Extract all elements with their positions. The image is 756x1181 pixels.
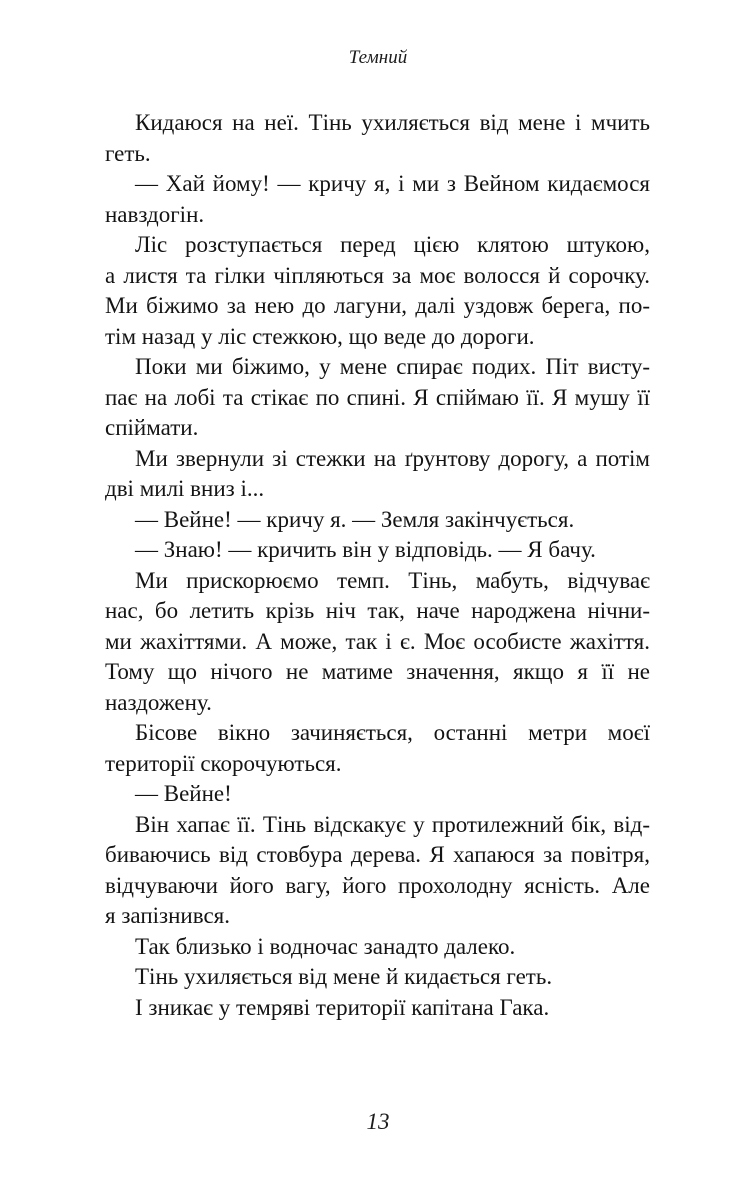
text-line: биваючись від стовбура дерева. Я хапаюся за повітря, [105, 842, 650, 867]
text-line: наздожену. [105, 689, 212, 715]
text-line: я запізнився. [105, 903, 230, 928]
text-line: відчуваючи його вагу, його прохолодну ясність. Але [105, 872, 650, 898]
text-line: нас, бо летить крізь ніч так, наче народжена нічни- [105, 598, 650, 623]
paragraph [105, 505, 650, 536]
paragraph [105, 566, 650, 719]
text-line: Ліс розступається перед цією клятою штукою, [135, 232, 650, 257]
paragraph [105, 108, 650, 169]
text-line: Бісове вікно зачиняється, останні метри моєї [135, 720, 650, 745]
text-line: — Вейне! [135, 781, 232, 806]
text-line: а листя та гілки чіпляються за моє волосся й сорочку. [105, 262, 650, 288]
text-line: Тінь ухиляється від мене й кидається геть. [135, 964, 553, 989]
text-line: Так близько і водночас занадто далеко. [135, 933, 516, 959]
paragraph [105, 535, 650, 566]
text-line: Ми прискорюємо темп. Тінь, мабуть, відчуває [135, 567, 650, 593]
paragraph [105, 810, 650, 932]
text-line: навздогін. [105, 201, 205, 227]
text-line: Ми біжимо за нею до лагуни, далі уздовж берега, по- [105, 293, 650, 318]
text-line: пає на лобі та стікає по спині. Я спіймаю її. Я мушу її [105, 384, 650, 410]
paragraph [105, 169, 650, 230]
text-line: — Вейне! — кричу я. — Земля закінчується. [135, 506, 575, 532]
paragraph [105, 444, 650, 505]
paragraph [105, 932, 650, 963]
text-line: Він хапає її. Тінь відскакує у протилежний бік, від- [135, 811, 650, 837]
text-line: І зникає у темряві території капітана Гака. [135, 994, 550, 1020]
text-line: дві милі вниз і... [105, 476, 265, 501]
text-line: Ми звернули зі стежки на ґрунтову дорогу, а потім [135, 445, 650, 471]
text-line: — Знаю! — кричить він у відповідь. — Я бачу. [135, 537, 596, 562]
body-text [105, 108, 650, 1023]
text-line: тім назад у ліс стежкою, що веде до дороги. [105, 323, 535, 349]
text-line: ми жахіттями. А може, так і є. Моє особисте жахіття. [105, 628, 650, 654]
paragraph [105, 779, 650, 810]
text-line: — Хай йому! — кричу я, і ми з Вейном кидаємося [135, 171, 650, 196]
paragraph [105, 230, 650, 352]
paragraph [105, 993, 650, 1024]
paragraph [105, 962, 650, 993]
running-header: Темний [348, 47, 408, 68]
text-line: геть. [105, 140, 151, 166]
paragraph [105, 718, 650, 779]
text-line: Кидаюся на неї. Тінь ухиляється від мене і мчить [135, 110, 650, 135]
page-number: 13 [366, 1109, 390, 1134]
text-line: спіймати. [105, 415, 199, 440]
paragraph [105, 352, 650, 444]
text-line: Тому що нічого не матиме значення, якщо я її не [105, 659, 650, 684]
text-line: території скорочуються. [105, 750, 342, 776]
text-line: Поки ми біжимо, у мене спирає подих. Піт висту- [135, 354, 650, 379]
